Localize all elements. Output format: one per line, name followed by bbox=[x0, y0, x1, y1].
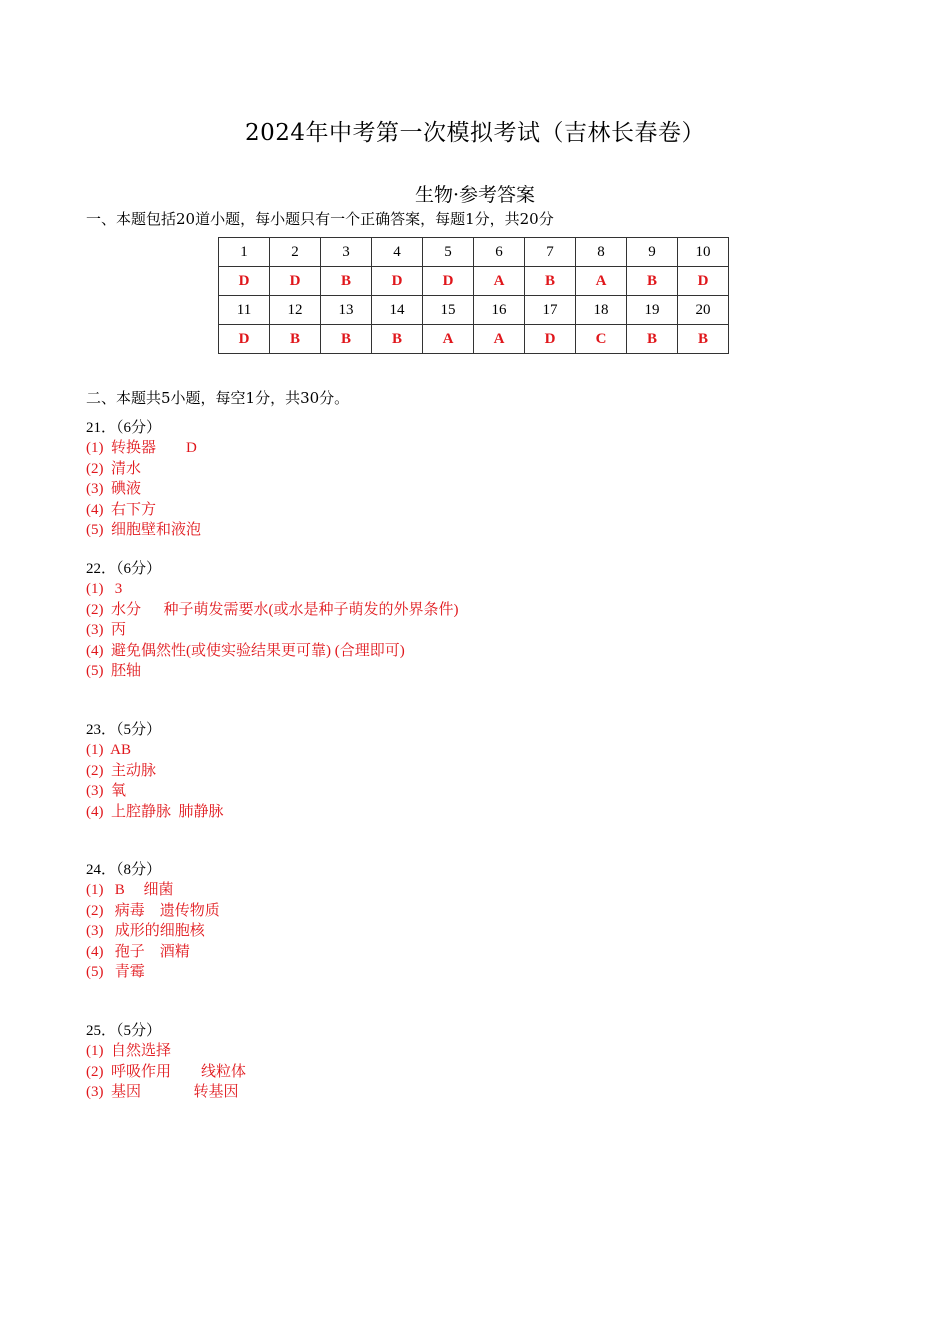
answer-line: (2) 病毒 遗传物质 bbox=[86, 902, 220, 919]
answer-cell: B bbox=[525, 267, 576, 296]
answer-line: (2) 主动脉 bbox=[86, 762, 156, 779]
question-25 bbox=[86, 1021, 246, 1103]
answer-line: (1) 自然选择 bbox=[86, 1043, 171, 1060]
question-number: 16 bbox=[474, 296, 525, 325]
question-number: 9 bbox=[627, 238, 678, 267]
answer-line: (3) 碘液 bbox=[86, 481, 141, 498]
question-number: 3 bbox=[321, 238, 372, 267]
table-row-answers-1 bbox=[219, 267, 729, 296]
question-number: 20 bbox=[678, 296, 729, 325]
question-number: 8 bbox=[576, 238, 627, 267]
answer-cell: A bbox=[474, 267, 525, 296]
answer-cell: C bbox=[576, 325, 627, 354]
answer-cell: B bbox=[321, 325, 372, 354]
answer-table bbox=[218, 237, 729, 354]
answer-cell: B bbox=[321, 267, 372, 296]
question-number: 15 bbox=[423, 296, 474, 325]
document-subtitle: 生物·参考答案 bbox=[414, 184, 536, 206]
answer-cell: B bbox=[372, 325, 423, 354]
answer-cell: D bbox=[678, 267, 729, 296]
answer-line: (2) 呼吸作用 线粒体 bbox=[86, 1063, 246, 1080]
question-number: 2 bbox=[270, 238, 321, 267]
question-number: 18 bbox=[576, 296, 627, 325]
table-row-numbers-1 bbox=[219, 238, 729, 267]
answer-cell: A bbox=[423, 325, 474, 354]
question-number: 6 bbox=[474, 238, 525, 267]
answer-cell: B bbox=[627, 325, 678, 354]
question-number: 13 bbox=[321, 296, 372, 325]
question-21 bbox=[86, 418, 201, 540]
answer-line: (2) 水分 种子萌发需要水(或水是种子萌发的外界条件) bbox=[86, 601, 459, 618]
answer-cell: D bbox=[270, 267, 321, 296]
answer-line: (1) 3 bbox=[86, 581, 123, 598]
document-title: 2024年中考第一次模拟考试（吉林长春卷） bbox=[244, 120, 706, 146]
question-number: 17 bbox=[525, 296, 576, 325]
answer-line: (3) 丙 bbox=[86, 622, 126, 639]
question-22 bbox=[86, 559, 458, 681]
answer-cell: A bbox=[474, 325, 525, 354]
answer-line: (4) 右下方 bbox=[86, 501, 156, 518]
answer-line: (3) 基因 转基因 bbox=[86, 1084, 239, 1101]
answer-cell: D bbox=[219, 325, 270, 354]
answer-line: (4) 上腔静脉 肺静脉 bbox=[86, 803, 224, 820]
question-number: 10 bbox=[678, 238, 729, 267]
answer-cell: B bbox=[678, 325, 729, 354]
answer-cell: D bbox=[525, 325, 576, 354]
answer-line: (4) 孢子 酒精 bbox=[86, 943, 190, 960]
answer-line: (1) 转换器 D bbox=[86, 440, 197, 457]
section1-heading: 一、本题包括20道小题，每小题只有一个正确答案，每题1分，共20分 bbox=[86, 210, 554, 228]
table-row-answers-2 bbox=[219, 325, 729, 354]
answer-cell: B bbox=[270, 325, 321, 354]
answer-line: (3) 成形的细胞核 bbox=[86, 923, 205, 940]
question-23 bbox=[86, 720, 224, 822]
question-24 bbox=[86, 860, 220, 982]
question-number: 4 bbox=[372, 238, 423, 267]
answer-line: (3) 氧 bbox=[86, 783, 126, 800]
question-21-heading: 21．（6分） bbox=[86, 420, 162, 436]
answer-line: (2) 清水 bbox=[86, 460, 141, 477]
answer-line: (5) 细胞壁和液泡 bbox=[86, 522, 201, 539]
answer-cell: D bbox=[372, 267, 423, 296]
question-number: 5 bbox=[423, 238, 474, 267]
table-row-numbers-2 bbox=[219, 296, 729, 325]
question-22-heading: 22．（6分） bbox=[86, 561, 162, 577]
question-number: 19 bbox=[627, 296, 678, 325]
answer-cell: B bbox=[627, 267, 678, 296]
question-25-heading: 25．（5分） bbox=[86, 1023, 162, 1039]
answer-line: (5) 胚轴 bbox=[86, 663, 141, 680]
answer-line: (4) 避免偶然性(或使实验结果更可靠) (合理即可) bbox=[86, 642, 405, 659]
question-number: 12 bbox=[270, 296, 321, 325]
question-number: 7 bbox=[525, 238, 576, 267]
answer-line: (5) 青霉 bbox=[86, 964, 145, 981]
question-23-heading: 23．（5分） bbox=[86, 722, 162, 738]
question-24-heading: 24．（8分） bbox=[86, 862, 162, 878]
question-number: 1 bbox=[219, 238, 270, 267]
answer-cell: D bbox=[423, 267, 474, 296]
answer-line: (1) AB bbox=[86, 742, 131, 759]
answer-line: (1) B 细菌 bbox=[86, 882, 174, 899]
section2-heading: 二、本题共5小题，每空1分，共30分。 bbox=[86, 389, 350, 407]
answer-cell: A bbox=[576, 267, 627, 296]
answer-cell: D bbox=[219, 267, 270, 296]
question-number: 11 bbox=[219, 296, 270, 325]
question-number: 14 bbox=[372, 296, 423, 325]
